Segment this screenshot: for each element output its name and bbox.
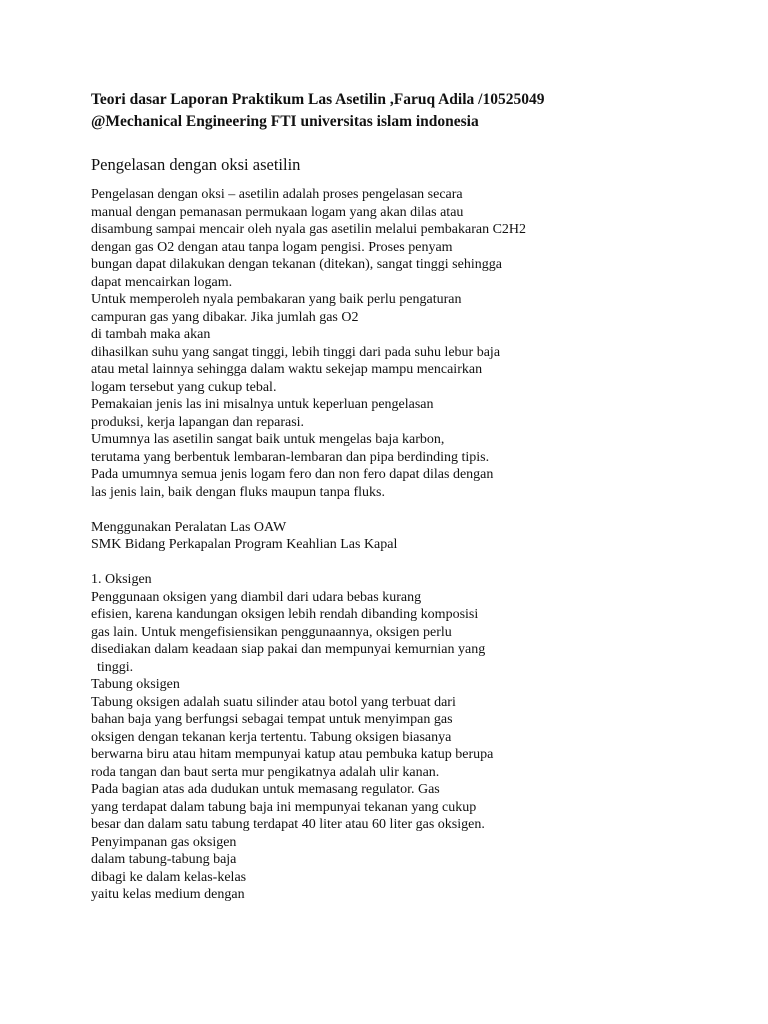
body-line: dalam tabung-tabung baja — [91, 852, 237, 867]
section-heading: Pengelasan dengan oksi asetilin — [91, 155, 301, 174]
body-line: 1. Oksigen — [91, 572, 152, 587]
body-line: Untuk memperoleh nyala pembakaran yang baik perlu pengaturan — [91, 292, 462, 307]
title-line: Teori dasar Laporan Praktikum Las Asetilin ,Faruq Adila /10525049 — [91, 91, 545, 108]
title-line: @Mechanical Engineering FTI universitas islam indonesia — [91, 113, 479, 130]
body-line: Tabung oksigen adalah suatu silinder atau botol yang terbuat dari — [91, 694, 456, 710]
body-line: disambung sampai mencair oleh nyala gas asetilin melalui pembakaran C2H2 — [91, 222, 527, 237]
body-line: Menggunakan Peralatan Las OAW — [91, 519, 287, 535]
body-line: las jenis lain, baik dengan fluks maupun tanpa fluks. — [91, 484, 385, 500]
body-line: gas lain. Untuk mengefisiensikan penggunaannya, oksigen perlu — [91, 624, 452, 640]
body-line: tinggi. — [97, 659, 134, 675]
body-line: Penyimpanan gas oksigen — [91, 834, 237, 850]
blank-line — [91, 554, 751, 572]
body-line: roda tangan dan baut serta mur pengikatnya adalah ulir kanan. — [91, 764, 440, 780]
body-line: bahan baja yang berfungsi sebagai tempat untuk menyimpan gas — [91, 712, 453, 727]
body-line: oksigen dengan tekanan kerja tertentu. Tabung oksigen biasanya — [91, 729, 452, 745]
body-line: Penggunaan oksigen yang diambil dari udara bebas kurang — [91, 589, 422, 605]
body-line: yang terdapat dalam tabung baja ini mempunyai tekanan yang cukup — [91, 799, 477, 815]
blank-line — [91, 501, 751, 519]
body-line: SMK Bidang Perkapalan Program Keahlian Las Kapal — [91, 537, 398, 552]
document-page — [91, 89, 751, 904]
body-line: efisien, karena kandungan oksigen lebih rendah dibanding komposisi — [91, 607, 479, 622]
body-line: Pemakaian jenis las ini misalnya untuk keperluan pengelasan — [91, 397, 434, 412]
body-line: bungan dapat dilakukan dengan tekanan (ditekan), sangat tinggi sehingga — [91, 257, 502, 272]
body-line: Umumnya las asetilin sangat baik untuk mengelas baja karbon, — [91, 432, 445, 447]
body-line: Pengelasan dengan oksi – asetilin adalah proses pengelasan secara — [91, 187, 463, 202]
document-title — [91, 89, 751, 133]
body-line: dibagi ke dalam kelas-kelas — [91, 869, 247, 885]
body-line: Pada bagian atas ada dudukan untuk memasang regulator. Gas — [91, 782, 440, 797]
body-line: besar dan dalam satu tabung terdapat 40 liter atau 60 liter gas oksigen. — [91, 817, 485, 832]
body-line: campuran gas yang dibakar. Jika jumlah gas O2 — [91, 309, 359, 325]
body-line: dihasilkan suhu yang sangat tinggi, lebih tinggi dari pada suhu lebur baja — [91, 344, 501, 360]
body-line: logam tersebut yang cukup tebal. — [91, 379, 277, 395]
body-line: Pada umumnya semua jenis logam fero dan non fero dapat dilas dengan — [91, 467, 494, 482]
body-line: dengan gas O2 dengan atau tanpa logam pengisi. Proses penyam — [91, 239, 453, 255]
body-line: terutama yang berbentuk lembaran-lembaran dan pipa berdinding tipis. — [91, 449, 490, 465]
body-line: produksi, kerja lapangan dan reparasi. — [91, 414, 305, 430]
body-line: dapat mencairkan logam. — [91, 274, 233, 290]
body-line: manual dengan pemanasan permukaan logam yang akan dilas atau — [91, 204, 464, 220]
body-line: atau metal lainnya sehingga dalam waktu sekejap mampu mencairkan — [91, 362, 483, 377]
body-line: di tambah maka akan — [91, 327, 211, 342]
body-line: disediakan dalam keadaan siap pakai dan mempunyai kemurnian yang — [91, 642, 486, 657]
body-line: berwarna biru atau hitam mempunyai katup atau pembuka katup berupa — [91, 747, 494, 762]
document-body — [91, 186, 751, 904]
body-line: Tabung oksigen — [91, 677, 180, 692]
body-line: yaitu kelas medium dengan — [91, 887, 245, 902]
